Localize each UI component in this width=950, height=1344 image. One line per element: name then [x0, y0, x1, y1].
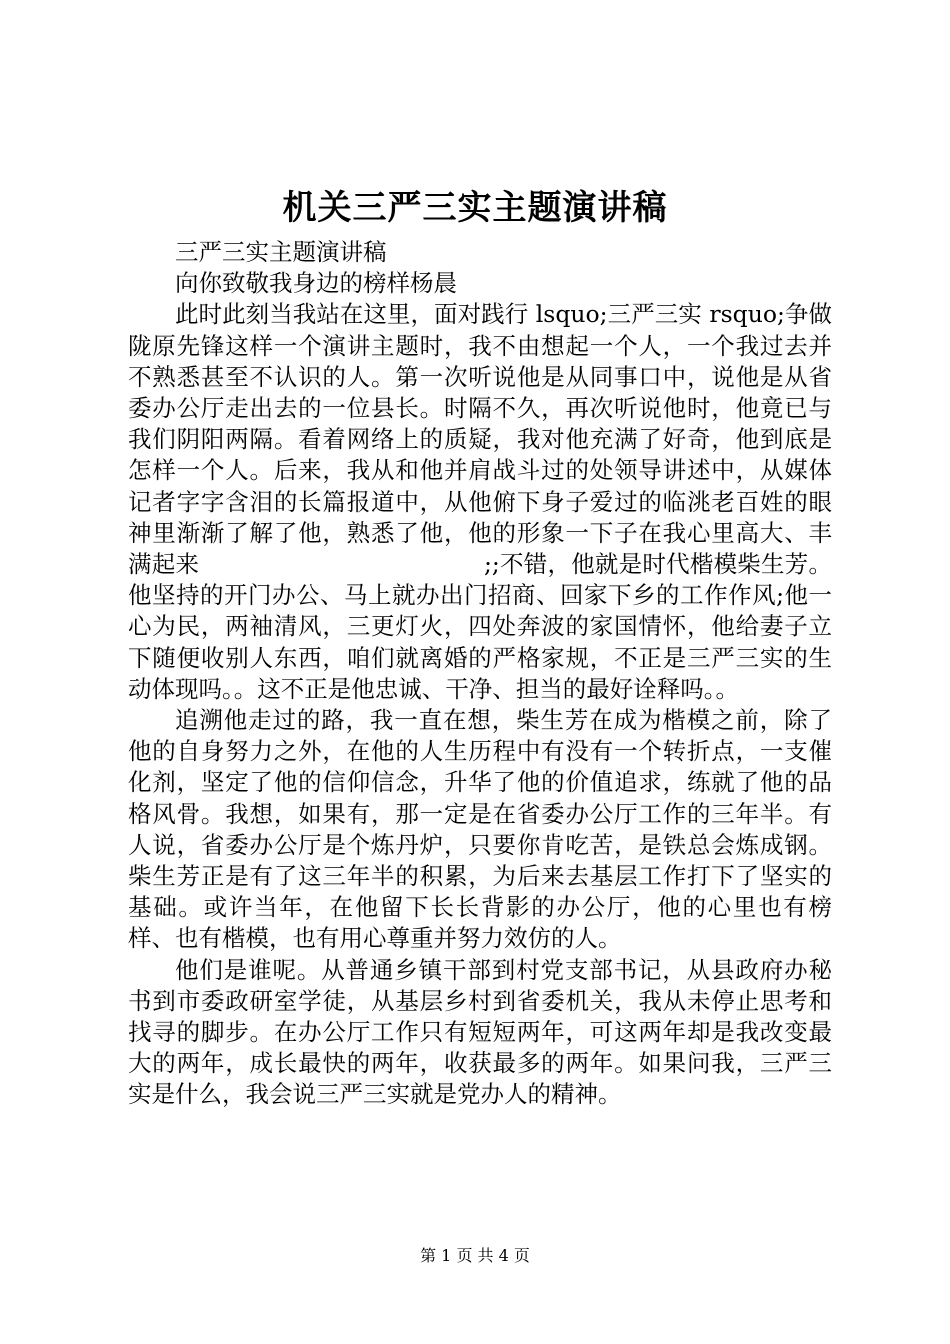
page-footer: 第 1 页 共 4 页 — [420, 1246, 530, 1265]
paragraph: 他们是谁呢。从普通乡镇干部到村党支部书记，从县政府办秘书到市委政研室学徒，从基层乡村到省委机关，我从未停止思考和找寻的脚步。在办公厅工作只有短短两年，可这两年却是我改变最大的两年，成长最快的两年，收获最多的两年。如果问我，三严三实是什么，我会说三严三实就是党办人的精神。 — [128, 955, 832, 1109]
paragraph-heading: 向你致敬我身边的榜样杨晨 — [175, 269, 457, 298]
document-body — [128, 237, 832, 1111]
document-title: 机关三严三实主题演讲稿 — [282, 188, 668, 228]
paragraph: 追溯他走过的路，我一直在想，柴生芳在成为楷模之前，除了他的自身努力之外，在他的人生历程中有没有一个转折点，一支催化剂，坚定了他的信仰信念，升华了他的价值追求，练就了他的品格风骨。我想，如果有，那一定是在省委办公厅工作的三年半。有人说，省委办公厅是个炼丹炉，只要你肯吃苦，是铁总会炼成钢。柴生芳正是有了这三年半的积累，为后来去基层工作打下了坚实的基础。或许当年，在他留下长长背影的办公厅，他的心里也有榜样、也有楷模，也有用心尊重并努力效仿的人。 — [128, 706, 832, 953]
paragraph: 此时此刻当我站在这里，面对践行 lsquo;三严三实 rsquo;争做陇原先锋这样一个演讲主题时，我不由想起一个人，一个我过去并不熟悉甚至不认识的人。第一次听说他是从同事口中，说他是从省委办公厅走出去的一位县长。时隔不久，再次听说他时，他竟已与我们阴阳两隔。看着网络上的质疑，我对他充满了好奇，他到底是怎样一个人。后来，我从和他并肩战斗过的处领导讲述中，从媒体记者字字含泪的长篇报道中，从他俯下身子爱过的临洮老百姓的眼神里渐渐了解了他，熟悉了他，他的形象一下子在我心里高大、丰满起来 ;;不错，他就是时代楷模柴生芳。他坚持的开门办公、马上就办出门招商、回家下乡的工作作风;他一心为民，两袖清风，三更灯火，四处奔波的家国情怀，他给妻子立下随便收别人东西，咱们就离婚的严格家规，不正是三严三实的生动体现吗。。这不正是他忠诚、干净、担当的最好诠释吗。。 — [128, 300, 832, 703]
paragraph-subtitle: 三严三实主题演讲稿 — [175, 238, 387, 266]
